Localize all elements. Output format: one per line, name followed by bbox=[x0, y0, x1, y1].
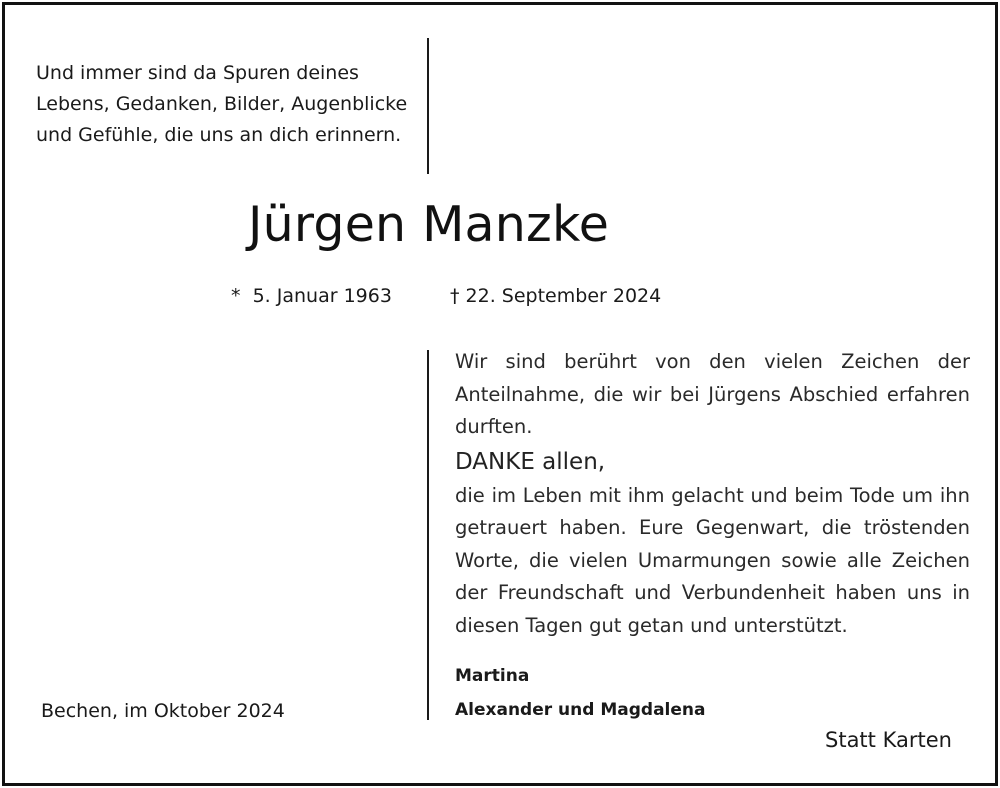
deceased-name: Jürgen Manzke bbox=[248, 196, 610, 253]
death-date: † 22. September 2024 bbox=[450, 285, 662, 307]
quote-line: und Gefühle, die uns an dich erinnern. bbox=[36, 124, 402, 146]
thanks-intro: Wir sind berührt von den vielen Zeichen der Anteilnahme, die wir bei Jürgens Abschied erfahren durften. bbox=[455, 350, 970, 438]
divider-line-top bbox=[427, 38, 429, 174]
divider-line-bottom bbox=[427, 350, 429, 720]
place-date: Bechen, im Oktober 2024 bbox=[41, 700, 285, 722]
memorial-quote bbox=[36, 58, 416, 151]
thanks-body: die im Leben mit ihm gelacht und beim Tode um ihn getrauert haben. Eure Gegenwart, die tröstenden Worte, die vielen Umarmungen sowie alle Zeichen der Freundschaft und Verbundenheit haben uns in diesen Tagen gut getan und unterstützt. bbox=[455, 483, 970, 637]
signature-name: Alexander und Magdalena bbox=[455, 700, 706, 720]
birth-date: * 5. Januar 1963 bbox=[231, 285, 392, 307]
statt-karten-label: Statt Karten bbox=[825, 728, 952, 752]
danke-heading: DANKE allen, bbox=[455, 448, 606, 475]
quote-line: Und immer sind da Spuren deines bbox=[36, 62, 359, 84]
signature-name: Martina bbox=[455, 666, 530, 686]
thanks-text bbox=[455, 346, 970, 642]
quote-line: Lebens, Gedanken, Bilder, Augenblicke bbox=[36, 93, 408, 115]
